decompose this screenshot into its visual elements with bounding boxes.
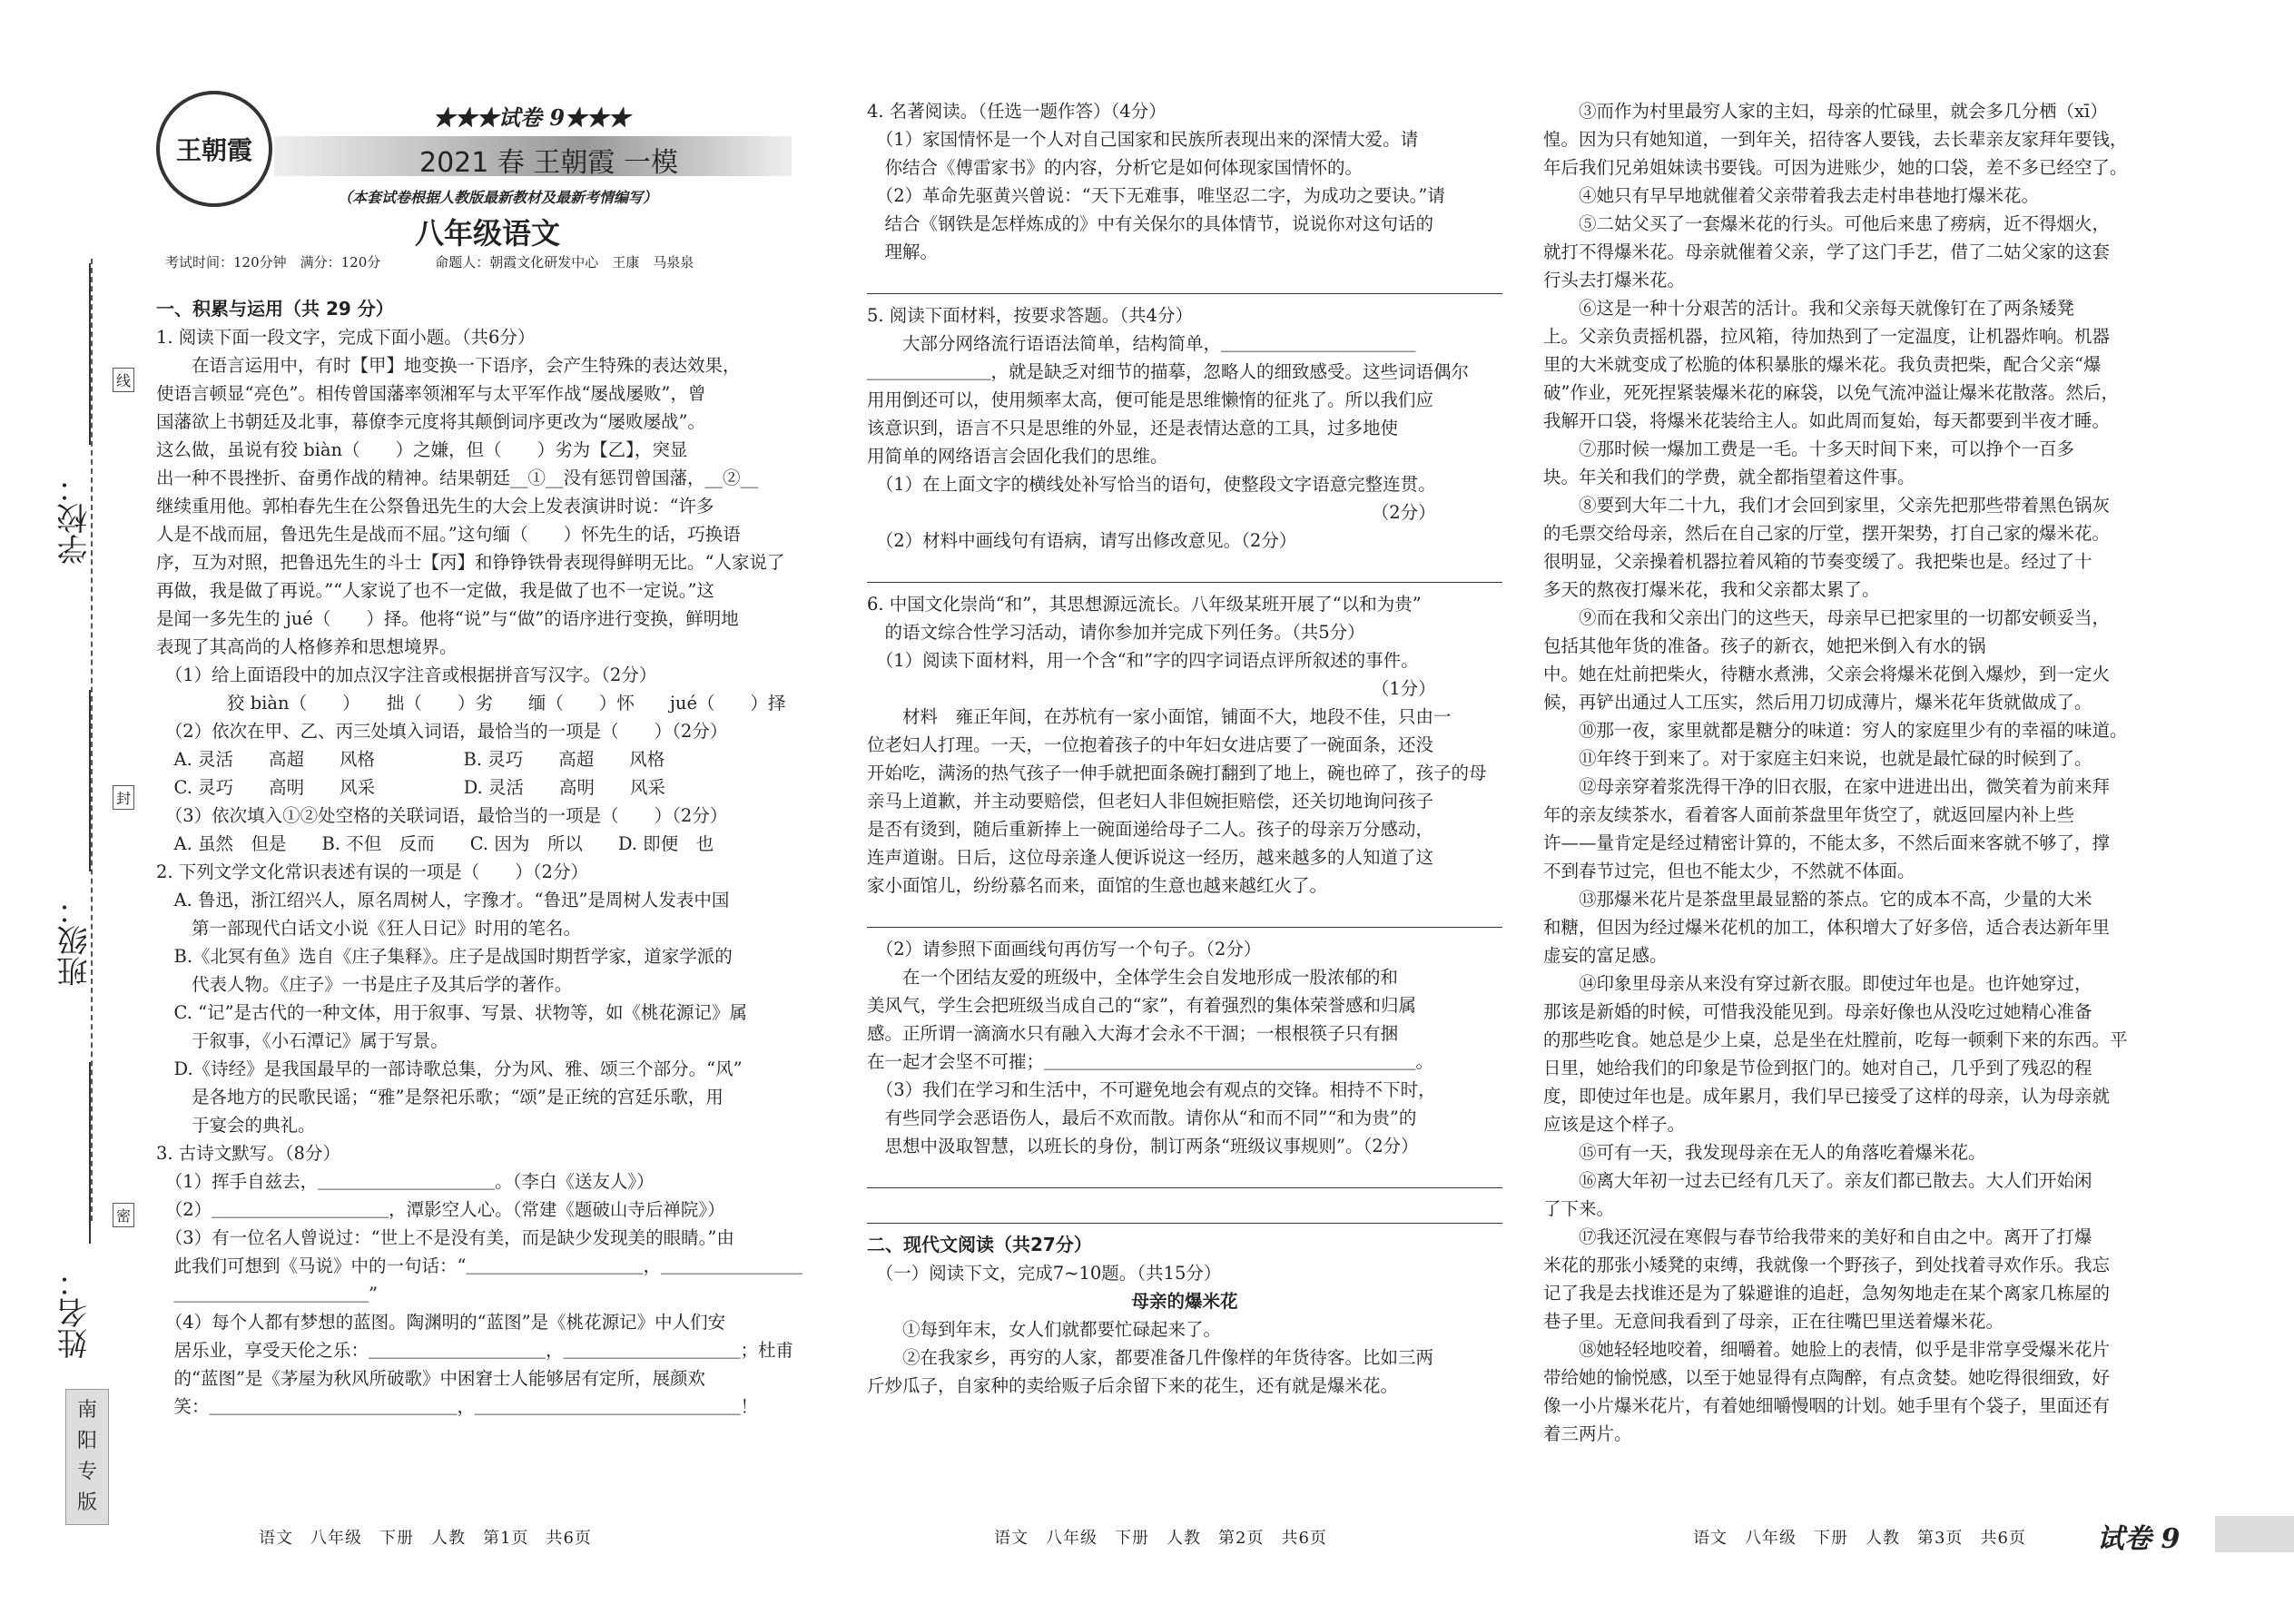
text-line: ⑰我还沉浸在寒假与春节给我带来的美好和自由之中。离开了打爆 xyxy=(1579,1226,2092,1247)
text-line: 的语文综合性学习活动，请你参加并完成下列任务。（共5分） xyxy=(867,622,1365,643)
text-line: 用用倒还可以，使用频率太高，便可能是思维懒惰的征兆了。所以我们应 xyxy=(867,389,1434,410)
text-line: 母亲的爆米花 xyxy=(1131,1291,1238,1312)
text-line: 大部分网络流行语语法简单，结构简单，＿＿＿＿＿＿＿＿＿＿＿ xyxy=(902,333,1416,354)
text-line: A. 虽然 但是 B. 不但 反而 C. 因为 所以 D. 即便 也 xyxy=(156,833,714,854)
text-line: ①每到年末，女人们就都要忙碌起来了。 xyxy=(902,1319,1222,1340)
text-line: 位老妇人打理。一天，一位抱着孩子的中年妇女进店要了一碗面条，还没 xyxy=(867,734,1434,755)
text-line: （1）阅读下面材料，用一个含“和”字的四字词语点评所叙述的事件。 xyxy=(867,650,1419,671)
text-line: ＿＿＿＿＿＿＿，就是缺乏对细节的描摹，忽略人的细致感受。这些词语偶尔 xyxy=(867,361,1470,382)
logo-text: 王朝霞 xyxy=(175,135,252,165)
exam-meta: 考试时间：120分钟 满分：120分 命题人：朝霞文化研发中心 王康 马泉泉 xyxy=(165,254,694,271)
cut-line xyxy=(91,259,93,1221)
text-line: C. 灵巧 高明 风采 D. 灵活 高明 风采 xyxy=(156,777,665,798)
text-line: 块。年关和我们的学费，就全都指望着这件事。 xyxy=(1543,467,1915,487)
text-line: 年后我们兄弟姐妹读书要钱。可因为进账少，她的口袋，差不多已经空了。 xyxy=(1543,157,2128,178)
text-line: 的那些吃食。她总是少上桌，总是坐在灶膛前，吃每一顿剩下来的东西。平 xyxy=(1543,1029,2128,1050)
edition-box xyxy=(65,1389,109,1525)
edition-char: 版 xyxy=(76,1491,97,1514)
text-line: 是各地方的民歌民谣；“雅”是祭祀乐歌；“颂”是正统的宫廷乐歌，用 xyxy=(156,1087,724,1107)
text-line: ⑧要到大年二十九，我们才会回到家里，父亲先把那些带着黑色锅灰 xyxy=(1579,495,2111,516)
text-line: 该意识到，语言不只是思维的外显，还是表情达意的工具，过多地使 xyxy=(867,418,1399,438)
text-line: 4. 名著阅读。（任选一题作答）（4分） xyxy=(867,101,1167,122)
text-line: B.《北冥有鱼》选自《庄子集释》。庄子是战国时期哲学家，道家学派的 xyxy=(156,946,733,967)
text-line: 表现了其高尚的人格修养和思想境界。 xyxy=(156,636,458,657)
text-line: 结合《钢铁是怎样炼成的》中有关保尔的具体情节，说说你对这句话的 xyxy=(867,213,1434,234)
text-line: 多天的熬夜打爆米花，我和父亲都太累了。 xyxy=(1543,579,1880,600)
text-line: 亲马上道歉，并主动要赔偿，但老妇人非但婉拒赔偿，还关切地询问孩子 xyxy=(867,791,1434,812)
text-line: 居乐业，享受天伦之乐：＿＿＿＿＿＿＿＿＿＿，＿＿＿＿＿＿＿＿＿＿；杜甫 xyxy=(156,1340,794,1361)
logo xyxy=(156,91,272,207)
text-line: A. 灵活 高超 风格 B. 灵巧 高超 风格 xyxy=(156,749,665,770)
text-line: 6. 中国文化崇尚“和”，其思想源远流长。八年级某班开展了“以和为贵” xyxy=(867,594,1422,615)
text-line: 继续重用他。郭柏春先生在公祭鲁迅先生的大会上发表演讲时说：“许多 xyxy=(156,496,714,517)
answer-line xyxy=(867,1196,1502,1224)
text-line: 于宴会的典礼。 xyxy=(156,1115,316,1136)
text-line: ⑱她轻轻地咬着，细嚼着。她脸上的表情，似乎是非常享受爆米花片 xyxy=(1579,1339,2111,1360)
text-line: 里的大米就变成了松脆的体积暴胀的爆米花。我负责把柴，配合父亲“爆 xyxy=(1543,354,2102,375)
paper-tag xyxy=(2097,1516,2180,1556)
text-line: 第一部现代白话文小说《狂人日记》时用的笔名。 xyxy=(156,918,582,939)
text-line: 思想中汲取智慧，以班长的身份，制订两条“班级议事规则”。（2分） xyxy=(867,1136,1419,1156)
text-line: 序，互为对照，把鲁迅先生的斗士【丙】和铮铮铁骨表现得鲜明无比。“人家说了 xyxy=(156,552,785,573)
text-line: 米花的那张小矮凳的束缚，我就像一个野孩子，到处找着寻欢作乐。我忘 xyxy=(1543,1255,2111,1275)
school-line xyxy=(89,263,91,445)
text-line: 于叙事，《小石潭记》属于写景。 xyxy=(156,1030,448,1051)
section-heading: 一、积累与运用（共 29 分） xyxy=(156,298,394,320)
text-line: 用简单的网络语言会固化我们的思维。 xyxy=(867,446,1168,467)
text-line: 出一种不畏挫折、奋勇作战的精神。结果朝廷__①__没有惩罚曾国藩，__②__ xyxy=(156,468,759,488)
text-line: 狡 biàn（ ） 拙（ ）劣 缅（ ）怀 jué（ ）择 xyxy=(156,693,786,714)
text-line: 是闻一多先生的 jué（ ）择。他将“说”与“做”的语序进行变换，鲜明地 xyxy=(156,608,739,629)
text-line: 开始吃，满汤的热气孩子一伸手就把面条碗打翻到了地上，碗也碎了，孩子的母 xyxy=(867,763,1487,783)
text-line: 年的亲友续茶水，看着客人面前茶盘里年货空了，就返回屋内补上些 xyxy=(1543,804,2075,825)
text-line: 破”作业，死死捏紧装爆米花的麻袋，以免气流冲溢让爆米花散落。然后， xyxy=(1543,382,2119,403)
footer-page-3: 语文 八年级 下册 人教 第3页 共6页 xyxy=(1693,1529,2026,1548)
text-line: （2）＿＿＿＿＿＿＿＿＿＿，潭影空人心。（常建《题破山寺后禅院》） xyxy=(156,1199,725,1220)
line-char-3: 密 xyxy=(113,1203,134,1227)
text-line: ④她只有早早地就催着父亲带着我去走村串巷地打爆米花。 xyxy=(1579,185,2040,206)
text-line: 巷子里。无意间我看到了母亲，正在往嘴巴里送着爆米花。 xyxy=(1543,1311,2004,1332)
answer-line xyxy=(867,266,1502,294)
line-char-2: 封 xyxy=(113,785,134,810)
text-line: 日里，她给我们的印象是节俭到抠门的。她对自己，几乎到了残忍的程 xyxy=(1543,1058,2092,1078)
column-3 xyxy=(1543,97,2215,1448)
text-line: 惶。因为只有她知道，一到年关，招待客人要钱，去长辈亲友家拜年要钱， xyxy=(1543,129,2128,150)
answer-line xyxy=(867,555,1502,583)
edition-char: 阳 xyxy=(76,1430,97,1452)
footer-band xyxy=(2215,1516,2294,1552)
text-line: 2. 下列文学文化常识表述有误的一项是（ ）（2分） xyxy=(156,861,588,882)
text-line: 连声道谢。日后，这位母亲逢人便诉说这一经历，越来越多的人知道了这 xyxy=(867,847,1434,868)
text-line: ⑩那一夜，家里就都是糖分的味道：穷人的家庭里少有的幸福的味道。 xyxy=(1579,720,2128,741)
text-line: 虚妄的富足感。 xyxy=(1543,945,1668,966)
paper-tag-text: 试卷 9 xyxy=(2097,1523,2181,1555)
class-line xyxy=(89,690,91,871)
text-line: 3. 古诗文默写。（8分） xyxy=(156,1143,340,1164)
text-line: 代表人物。《庄子》一书是庄子及其后学的著作。 xyxy=(156,974,573,995)
text-line: 着三两片。 xyxy=(1543,1423,1632,1444)
text-line: 人是不战而屈，鲁迅先生是战而不屈。”这句缅（ ）怀先生的话，巧换语 xyxy=(156,524,741,545)
text-line: 1. 阅读下面一段文字，完成下面小题。（共6分） xyxy=(156,327,536,348)
exam-title: 2021 春 王朝霞 一模 xyxy=(419,147,678,179)
text-line: 中。她在灶前把柴火，待糖水煮沸，父亲会将爆米花倒入爆炒，到一定火 xyxy=(1543,664,2111,684)
text-line: ②在我家乡，再穷的人家，都要准备几件像样的年货待客。比如三两 xyxy=(902,1347,1434,1368)
class-label: 班级： xyxy=(57,894,94,987)
text-line: A. 鲁迅，浙江绍兴人，原名周树人，字豫才。“鲁迅”是周树人发表中国 xyxy=(156,890,730,910)
text-line: （1）给上面语段中的加点汉字注音或根据拼音写汉字。（2分） xyxy=(156,664,657,685)
text-line: ⑨而在我和父亲出门的这些天，母亲早已把家里的一切都安顿妥当， xyxy=(1579,607,2111,628)
text-line: 度，即使过年也是。成年累月，我们早已接受了这样的母亲，认为母亲就 xyxy=(1543,1086,2111,1107)
text-line: （3）我们在学习和生活中，不可避免地会有观点的交锋。相持不下时， xyxy=(867,1079,1436,1100)
header xyxy=(156,91,810,272)
text-line: （3）有一位名人曾说过：“世上不是没有美，而是缺少发现美的眼睛。”由 xyxy=(156,1227,734,1248)
paper-number: ★★★试卷 9★★★ xyxy=(433,104,631,131)
text-line: （2）依次在甲、乙、丙三处填入词语，最恰当的一项是（ ）（2分） xyxy=(156,721,728,742)
text-line: 像一小片爆米花片，有着她细嚼慢咽的计划。她手里有个袋子，里面还有 xyxy=(1543,1395,2111,1416)
text-line: （1）在上面文字的横线处补写恰当的语句，使整段文字语意完整连贯。 xyxy=(867,474,1436,495)
text-line: 材料 雍正年间，在苏杭有一家小面馆，铺面不大，地段不佳，只由一 xyxy=(902,706,1452,727)
text-line: 的“蓝图”是《茅屋为秋风所破歌》中困窘士人能够居有定所，展颜欢 xyxy=(156,1368,705,1389)
text-line: 国藩欲上书朝廷及北事，幕僚李元度将其颠倒词序更改为“屡败屡战”。 xyxy=(156,411,705,432)
text-line: 在语言运用中，有时【甲】地变换一下语序，会产生特殊的表达效果， xyxy=(192,355,741,376)
name-line xyxy=(89,1062,91,1244)
text-line: ＿＿＿＿＿＿＿＿＿＿＿” xyxy=(156,1284,378,1304)
text-line: 我解开口袋，将爆米花装给主人。如此周而复始，每天都要到半夜才睡。 xyxy=(1543,410,2111,431)
text-line: 包括其他年货的准备。孩子的新衣，她把米倒入有水的锅 xyxy=(1543,635,1986,656)
text-line: 此我们可想到《马说》中的一句话：“＿＿＿＿＿＿＿＿＿＿，＿＿＿＿＿＿＿＿ xyxy=(156,1255,802,1276)
column-1 xyxy=(156,295,810,1421)
edition-char: 专 xyxy=(76,1461,97,1483)
text-line: ⑦那时候一爆加工费是一毛。十多天时间下来，可以挣个一百多 xyxy=(1579,438,2075,459)
text-line: 5. 阅读下面材料，按要求答题。（共4分） xyxy=(867,305,1193,326)
text-line: 了下来。 xyxy=(1543,1198,1615,1219)
text-line: ③而作为村里最穷人家的主妇，母亲的忙碌里，就会多几分栖（xī） xyxy=(1579,101,2108,122)
text-line: （4）每个人都有梦想的蓝图。陶渊明的“蓝图”是《桃花源记》中人们安 xyxy=(156,1312,726,1333)
text-line: 和糖，但因为经过爆米花机的加工，体积增大了好多倍，适合表达新年里 xyxy=(1543,917,2111,938)
section-heading: 二、现代文阅读（共27分） xyxy=(867,1234,1092,1255)
text-line: （1）挥手自兹去，＿＿＿＿＿＿＿＿＿＿。（李白《送友人》） xyxy=(156,1171,655,1192)
name-label: 姓名： xyxy=(57,1266,94,1359)
text-line: ⑫母亲穿着浆洗得干净的旧衣服，在家中进进出出，微笑着为前来拜 xyxy=(1579,776,2111,797)
text-line: 你结合《傅雷家书》的内容，分析它是如何体现家国情怀的。 xyxy=(867,157,1364,178)
text-line: （2分） xyxy=(867,502,1436,523)
text-line: ⑯离大年初一过去已经有几天了。亲友们都已散去。大人们开始闲 xyxy=(1579,1170,2092,1191)
footer-page-1: 语文 八年级 下册 人教 第1页 共6页 xyxy=(259,1529,592,1548)
text-line: 行头去打爆米花。 xyxy=(1543,270,1686,290)
text-line: 笑：＿＿＿＿＿＿＿＿＿＿＿＿＿＿，＿＿＿＿＿＿＿＿＿＿＿＿＿＿＿！ xyxy=(156,1396,759,1417)
answer-line xyxy=(867,1160,1502,1188)
text-line: 在一起才会坚不可摧；＿＿＿＿＿＿＿＿＿＿＿＿＿＿＿＿＿＿＿＿＿。 xyxy=(867,1051,1434,1072)
text-line: 感。正所谓一滴滴水只有融入大海才会永不干涸；一根根筷子只有捆 xyxy=(867,1023,1399,1044)
text-line: （1）家国情怀是一个人对自己国家和民族所表现出来的深情大爱。请 xyxy=(867,129,1419,150)
text-line: （2）革命先驱黄兴曾说：“天下无难事，唯坚忍二字，为成功之要诀。”请 xyxy=(867,185,1445,206)
text-line: ⑮可有一天，我发现母亲在无人的角落吃着爆米花。 xyxy=(1579,1142,1986,1163)
text-line: 不到春节过完，但也不能太少，不然就不体面。 xyxy=(1543,861,1915,881)
text-line: ⑥这是一种十分艰苦的活计。我和父亲每天就像钉在了两条矮凳 xyxy=(1579,298,2075,319)
text-line: 上。父亲负责摇机器，拉风箱，待加热到了一定温度，让机器炸响。机器 xyxy=(1543,326,2111,347)
text-line: （2）材料中画线句有语病，请写出修改意见。（2分） xyxy=(867,530,1297,551)
text-line: 应该是这个样子。 xyxy=(1543,1114,1686,1135)
text-line: 记了我是去找谁还是为了躲避谁的追赶，急匆匆地走在某个离家几栋屋的 xyxy=(1543,1283,2111,1304)
line-char-1: 线 xyxy=(113,368,134,392)
text-line: 许——量肯定是经过精密计算的，不能太多，不然后面来客就不够了，撑 xyxy=(1543,832,2111,853)
text-line: 这么做，虽说有狡 biàn（ ）之嫌，但（ ）劣为【乙】，突显 xyxy=(156,439,688,460)
text-line: 候，再铲出通过人工压实，然后用刀切成薄片，爆米花年货就做成了。 xyxy=(1543,692,2092,713)
text-line: ⑪年终于到来了。对于家庭主妇来说，也就是最忙碌的时候到了。 xyxy=(1579,748,2092,769)
text-line: 理解。 xyxy=(867,241,939,262)
text-line: （3）依次填入①②处空格的关联词语，最恰当的一项是（ ）（2分） xyxy=(156,805,728,826)
text-line: D.《诗经》是我国最早的一部诗歌总集，分为风、雅、颂三个部分。“风” xyxy=(156,1058,743,1079)
text-line: ⑬那爆米花片是茶盘里最显豁的茶点。它的成本不高，少量的大米 xyxy=(1579,889,2092,910)
text-line: 的毛票交给母亲，然后在自己家的厅堂，摆开架势，打自己家的爆米花。 xyxy=(1543,523,2111,544)
text-line: 带给她的愉悦感，以至于她显得有点陶醉，有点贪婪。她吃得很细致，好 xyxy=(1543,1367,2111,1388)
answer-line xyxy=(867,900,1502,928)
text-line: 在一个团结友爱的班级中，全体学生会自发地形成一股浓郁的和 xyxy=(902,967,1399,988)
text-line: 斤炒瓜子，自家种的卖给贩子后余留下来的花生，还有就是爆米花。 xyxy=(867,1375,1399,1396)
text-line: C. “记”是古代的一种文体，用于叙事、写景、状物等，如《桃花源记》属 xyxy=(156,1002,748,1023)
text-line: 那该是新婚的时候，可惜我没能见到。母亲好像也从没吃过她精心准备 xyxy=(1543,1001,2092,1022)
text-line: 美风气，学生会把班级当成自己的“家”，有着强烈的集体荣誉感和归属 xyxy=(867,995,1416,1016)
text-line: 很明显，父亲操着机器拉着风箱的节奏变缓了。我把柴也是。经过了十 xyxy=(1543,551,2092,572)
text-line: 是否有烫到，随后重新捧上一碗面递给母子二人。孩子的母亲万分感动， xyxy=(867,819,1434,840)
subject-title: 八年级语文 xyxy=(415,216,561,251)
text-line: 使语言顿显“亮色”。相传曾国藩率领湘军与太平军作战“屡战屡败”，曾 xyxy=(156,383,706,404)
text-line: （1分） xyxy=(867,678,1436,699)
edition-char: 南 xyxy=(76,1399,97,1422)
exam-note: （本套试卷根据人教版最新教材及最新考情编写） xyxy=(338,189,658,206)
text-line: 家小面馆儿，纷纷慕名而来，面馆的生意也越来越红火了。 xyxy=(867,875,1328,896)
school-label: 学校： xyxy=(57,472,94,565)
binding-margin xyxy=(0,0,145,1624)
text-line: 就打不得爆米花。母亲就催着父亲，学了这门手艺，借了二姑父家的这套 xyxy=(1543,241,2111,262)
text-line: ⑤二姑父买了一套爆米花的行头。可他后来患了痨病，近不得烟火， xyxy=(1579,213,2111,234)
footer-page-2: 语文 八年级 下册 人教 第2页 共6页 xyxy=(994,1529,1327,1548)
column-2 xyxy=(867,97,1502,1400)
text-line: （一）阅读下文，完成7~10题。（共15分） xyxy=(867,1263,1222,1284)
text-line: 有些同学会恶语伤人，最后不欢而散。请你从“和而不同”“和为贵”的 xyxy=(867,1107,1417,1128)
text-line: （2）请参照下面画线句再仿写一个句子。（2分） xyxy=(867,939,1262,960)
text-line: ⑭印象里母亲从来没有穿过新衣服。即使过年也是。也许她穿过， xyxy=(1579,973,2092,994)
text-line: 再做，我是做了再说。”“人家说了也不一定做，我是做了也不一定说。”这 xyxy=(156,580,714,601)
